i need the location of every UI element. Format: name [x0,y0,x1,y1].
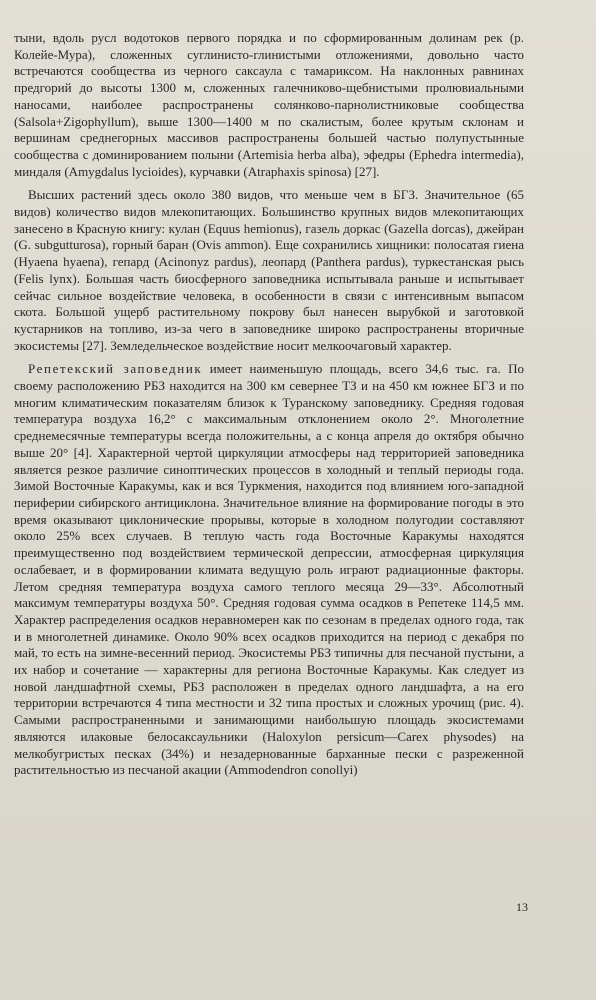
reserve-name-lead: Репетекский заповедник [28,361,203,377]
paragraph-1: тыни, вдоль русл водотоков первого порядка и по сформированным долинам рек (р. Колейе-Мура), сложенных суглинисто-глинистыми отложениями, довольно часто встречаются сообщества из черного саксаула с тамариксом. На наклонных равнинах предгорий до высоты 1300 м, сложенных галечниково-щебнистыми пролювиальными наносами, наиболее распространены солянково-парнолистниковые сообщества (Salsola+Zigophyllum), выше 1300—1400 м по скалистым, более крутым склонам и вершинам среднегорных массивов распространены большей частью полупустынные сообщества с доминированием полыни (Artemisia herba alba), эфедры (Ephedra intermedia), миндаля (Amygdalus lycioides), курчавки (Atraphaxis spinosa) [27]. [14,30,524,179]
paragraph-3-body: имеет наименьшую площадь, всего 34,6 тыс. га. По своему расположению РБЗ находится на 300 км севернее ТЗ и на 450 км южнее БГЗ и по многим климатическим показателям близок к Туранскому заповеднику. Средняя годовая температура воздуха 16,2° с максимальным отклонением около 2°. Многолетние среднемесячные температуры всегда положительны, а с конца апреля до октября обычно выше 20° [4]. Характерной чертой циркуляции атмосферы над территорией заповедника является резкое различие синоптических процессов в холодный и теплый периоды года. Зимой Восточные Каракумы, как и вся Туркмения, находится под влиянием юго-западной периферии сибирского антициклона. Значительное влияние на формирование погоды в это время оказывают циклонические прорывы, которые в холодном полугодии составляют около 25% всех случаев. В теплую часть года Восточные Каракумы находятся преимущественно под воздействием термической депрессии, атмосферная циркуляция ослабевает, и в формировании климата ведущую роль играют радиационные факторы. Летом средняя температура воздуха самого теплого месяца 29—33°. Абсолютный максимум температуры воздуха 50°. Средняя годовая сумма осадков в Репетеке 114,5 мм. Характер распределения осадков неравномерен как по сезонам в пределах одного года, так и в многолетней динамике. Около 90% всех осадков приходится на период с декабря по май, то есть на зимне-весенний период. Экосистемы РБЗ типичны для песчаной пустыни, а их набор и сочетание — характерны для региона Восточные Каракумы. Как следует из новой ландшафтной схемы, РБЗ расположен в пределах одного ландшафта, а на его территории встречаются 4 типа местности и 32 типа простых и сложных урочищ (рис. 4). Самыми распространенными и занимающими наибольшую площадь экосистемами являются илаковые белосаксаульники (Haloxylon persicum—Carex physodes) на мелкобугристых песках (34%) и незадернованные барханные пески с разреженной растительностью из песчаной акации (Ammodendron conollyi) [14,361,524,778]
paragraph-2: Высших растений здесь около 380 видов, что меньше чем в БГЗ. Значительное (65 видов) количество видов млекопитающих. Большинство крупных видов млекопитающих занесено в Красную книгу: кулан (Equus hemionus), газель доркас (Gazella dorcas), джейран (G. subgutturosa), горный баран (Ovis ammon). Еще сохранились хищники: полосатая гиена (Hyaena hyaena), гепард (Acinonyz pardus), леопард (Panthera pardus), туркестанская рысь (Felis lynx). Большая часть биосферного заповедника испытывала раньше и испытывает сейчас сильное воздействие человека, в особенности в связи с интенсивным выпасом скота. Большой ущерб растительному покрову был нанесен вырубкой и заготовкой кустарников на топливо, из-за чего в заповеднике широко распространены вторичные экосистемы [27]. Земледельческое воздействие носит мелкоочаговый характер. [14,187,524,353]
body-text [14,30,524,779]
paragraph-3 [14,361,524,779]
page-number: 13 [516,900,528,914]
